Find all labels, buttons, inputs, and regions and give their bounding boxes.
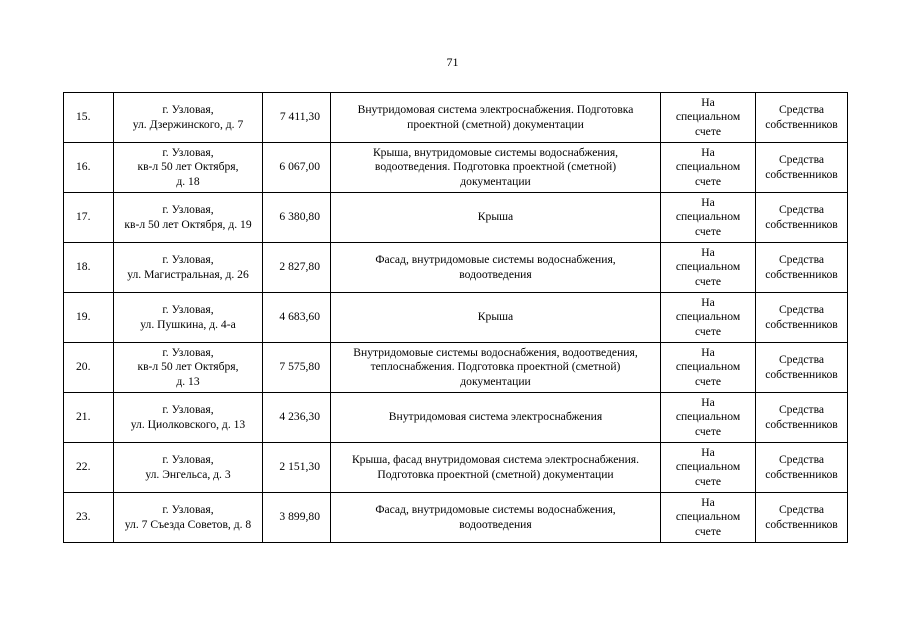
cost-cell: 4 236,30 — [263, 393, 331, 443]
address-cell — [114, 243, 263, 293]
address-cell — [114, 343, 263, 393]
works-cell — [331, 143, 661, 193]
address-line: д. 13 — [176, 374, 200, 388]
address-line: г. Узловая, — [162, 103, 214, 116]
account-cell — [661, 493, 756, 543]
works-line: водоотведения — [459, 517, 532, 531]
account-line: счете — [694, 424, 722, 438]
address-cell — [114, 143, 263, 193]
account-line: На — [701, 95, 715, 109]
address-line: кв-л 50 лет Октября, — [137, 160, 239, 174]
address-line: г. Узловая, — [162, 203, 214, 216]
funding-source-line: Средства — [778, 503, 825, 516]
row-number: 18. — [64, 243, 114, 293]
address-line: г. Узловая, — [162, 345, 214, 359]
page-number: 71 — [446, 55, 459, 69]
works-cell — [331, 293, 661, 343]
funding-source-line: Средства — [778, 253, 825, 266]
account-line: специальном — [675, 510, 741, 524]
address-line: кв-л 50 лет Октября, д. 19 — [124, 217, 252, 231]
address-line: ул. Пушкина, д. 4-а — [140, 317, 236, 331]
account-line: счете — [694, 374, 722, 388]
funding-source-line: Средства — [778, 153, 825, 166]
account-line: На — [701, 445, 715, 459]
account-line: счете — [694, 124, 722, 138]
table-row — [64, 393, 848, 443]
works-cell — [331, 243, 661, 293]
works-table — [63, 92, 848, 543]
funding-source-cell — [756, 193, 848, 243]
funding-source-line: собственников — [765, 167, 838, 181]
cost-cell: 7 575,80 — [263, 343, 331, 393]
address-line: ул. Магистральная, д. 26 — [127, 267, 249, 281]
funding-source-cell — [756, 443, 848, 493]
works-line: Крыша — [477, 310, 514, 324]
account-line: На — [701, 495, 715, 509]
funding-source-line: собственников — [765, 267, 838, 281]
account-line: На — [701, 345, 715, 359]
table-row — [64, 193, 848, 243]
cost-cell: 2 151,30 — [263, 443, 331, 493]
address-line: д. 18 — [176, 174, 200, 188]
table-row — [64, 293, 848, 343]
account-line: счете — [694, 274, 722, 288]
account-cell — [661, 143, 756, 193]
account-line: счете — [694, 324, 722, 338]
address-line: ул. 7 Съезда Советов, д. 8 — [124, 517, 252, 531]
works-cell — [331, 93, 661, 143]
address-cell — [114, 493, 263, 543]
address-cell — [114, 93, 263, 143]
account-line: На — [701, 245, 715, 259]
table-row — [64, 143, 848, 193]
works-line: документации — [460, 174, 531, 188]
works-line: Крыша, фасад внутридомовая система электроснабжения. — [351, 453, 640, 466]
works-line: Внутридомовые системы водоснабжения, водоотведения, — [353, 345, 638, 359]
row-number: 21. — [64, 393, 114, 443]
works-cell — [331, 443, 661, 493]
funding-source-line: Средства — [778, 103, 825, 116]
funding-source-line: собственников — [765, 117, 838, 131]
works-line: теплоснабжения. Подготовка проектной (сметной) — [370, 360, 621, 374]
account-line: счете — [694, 174, 722, 188]
works-line: проектной (сметной) документации — [407, 117, 584, 131]
cost-cell: 6 380,80 — [263, 193, 331, 243]
address-line: г. Узловая, — [162, 453, 214, 466]
table-row — [64, 93, 848, 143]
account-line: специальном — [675, 160, 741, 174]
funding-source-cell — [756, 393, 848, 443]
funding-source-cell — [756, 143, 848, 193]
table-row — [64, 343, 848, 393]
row-number: 17. — [64, 193, 114, 243]
account-line: специальном — [675, 210, 741, 224]
funding-source-cell — [756, 293, 848, 343]
address-line: ул. Энгельса, д. 3 — [145, 467, 231, 481]
works-line: Внутридомовая система электроснабжения — [388, 410, 603, 424]
funding-source-line: собственников — [765, 367, 838, 381]
cost-cell: 6 067,00 — [263, 143, 331, 193]
account-cell — [661, 193, 756, 243]
row-number: 22. — [64, 443, 114, 493]
works-cell — [331, 393, 661, 443]
account-line: На — [701, 195, 715, 209]
funding-source-line: собственников — [765, 467, 838, 481]
address-cell — [114, 193, 263, 243]
account-cell — [661, 393, 756, 443]
account-line: На — [701, 295, 715, 309]
account-line: На — [701, 145, 715, 159]
account-line: специальном — [675, 310, 741, 324]
funding-source-line: собственников — [765, 517, 838, 531]
funding-source-line: Средства — [778, 453, 825, 466]
address-line: ул. Дзержинского, д. 7 — [132, 117, 244, 131]
table-row — [64, 443, 848, 493]
works-line: Фасад, внутридомовые системы водоснабжения, — [375, 503, 616, 516]
account-line: специальном — [675, 460, 741, 474]
works-line: Крыша — [477, 210, 514, 224]
account-cell — [661, 443, 756, 493]
address-cell — [114, 443, 263, 493]
funding-source-line: собственников — [765, 317, 838, 331]
address-line: г. Узловая, — [162, 253, 214, 266]
account-line: специальном — [675, 360, 741, 374]
funding-source-line: Средства — [778, 403, 825, 416]
table-row — [64, 243, 848, 293]
row-number: 20. — [64, 343, 114, 393]
works-line: Внутридомовая система электроснабжения. Подготовка — [357, 103, 634, 116]
account-cell — [661, 293, 756, 343]
cost-cell: 3 899,80 — [263, 493, 331, 543]
address-line: г. Узловая, — [162, 403, 214, 416]
cost-cell: 7 411,30 — [263, 93, 331, 143]
works-cell — [331, 193, 661, 243]
funding-source-line: Средства — [778, 303, 825, 316]
address-line: г. Узловая, — [162, 145, 214, 159]
works-line: Подготовка проектной (сметной) документации — [377, 467, 614, 481]
account-line: счете — [694, 474, 722, 488]
funding-source-line: Средства — [778, 353, 825, 366]
funding-source-cell — [756, 93, 848, 143]
account-cell — [661, 343, 756, 393]
address-cell — [114, 293, 263, 343]
cost-cell: 2 827,80 — [263, 243, 331, 293]
address-cell — [114, 393, 263, 443]
funding-source-cell — [756, 343, 848, 393]
account-line: специальном — [675, 110, 741, 124]
works-line: водоотведения — [459, 267, 532, 281]
account-line: специальном — [675, 260, 741, 274]
funding-source-line: Средства — [778, 203, 825, 216]
row-number: 16. — [64, 143, 114, 193]
row-number: 23. — [64, 493, 114, 543]
account-cell — [661, 93, 756, 143]
works-line: Крыша, внутридомовые системы водоснабжения, — [372, 145, 619, 159]
row-number: 15. — [64, 93, 114, 143]
account-line: счете — [694, 224, 722, 238]
works-line: водоотведения. Подготовка проектной (сметной) — [374, 160, 617, 174]
address-line: кв-л 50 лет Октября, — [137, 360, 239, 374]
account-line: счете — [694, 524, 722, 538]
funding-source-line: собственников — [765, 417, 838, 431]
table-body — [64, 93, 848, 543]
table-row — [64, 493, 848, 543]
works-line: документации — [460, 374, 531, 388]
cost-cell: 4 683,60 — [263, 293, 331, 343]
account-line: специальном — [675, 410, 741, 424]
address-line: г. Узловая, — [162, 303, 214, 316]
address-line: ул. Циолковского, д. 13 — [130, 417, 246, 431]
works-cell — [331, 343, 661, 393]
address-line: г. Узловая, — [162, 503, 214, 516]
row-number: 19. — [64, 293, 114, 343]
works-line: Фасад, внутридомовые системы водоснабжения, — [375, 253, 616, 266]
works-cell — [331, 493, 661, 543]
funding-source-cell — [756, 243, 848, 293]
funding-source-line: собственников — [765, 217, 838, 231]
funding-source-cell — [756, 493, 848, 543]
account-line: На — [701, 395, 715, 409]
account-cell — [661, 243, 756, 293]
